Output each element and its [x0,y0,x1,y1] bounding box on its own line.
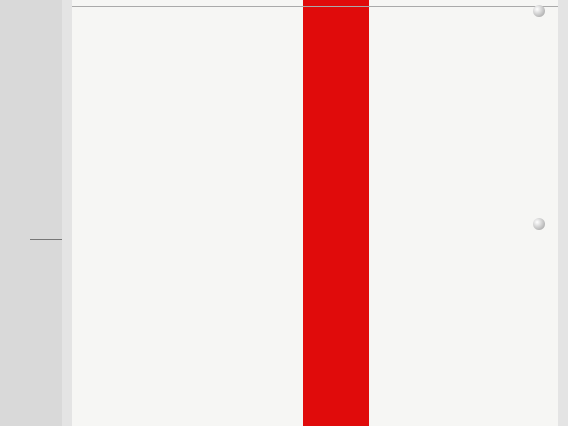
page-divider [30,239,62,240]
table-row-partial [72,0,558,7]
vertical-title-box [30,0,62,174]
sidebar [0,0,62,426]
scroll-knob-icon[interactable] [533,218,545,230]
highlight-column [303,0,369,426]
scroll-knob-icon[interactable] [533,5,545,17]
